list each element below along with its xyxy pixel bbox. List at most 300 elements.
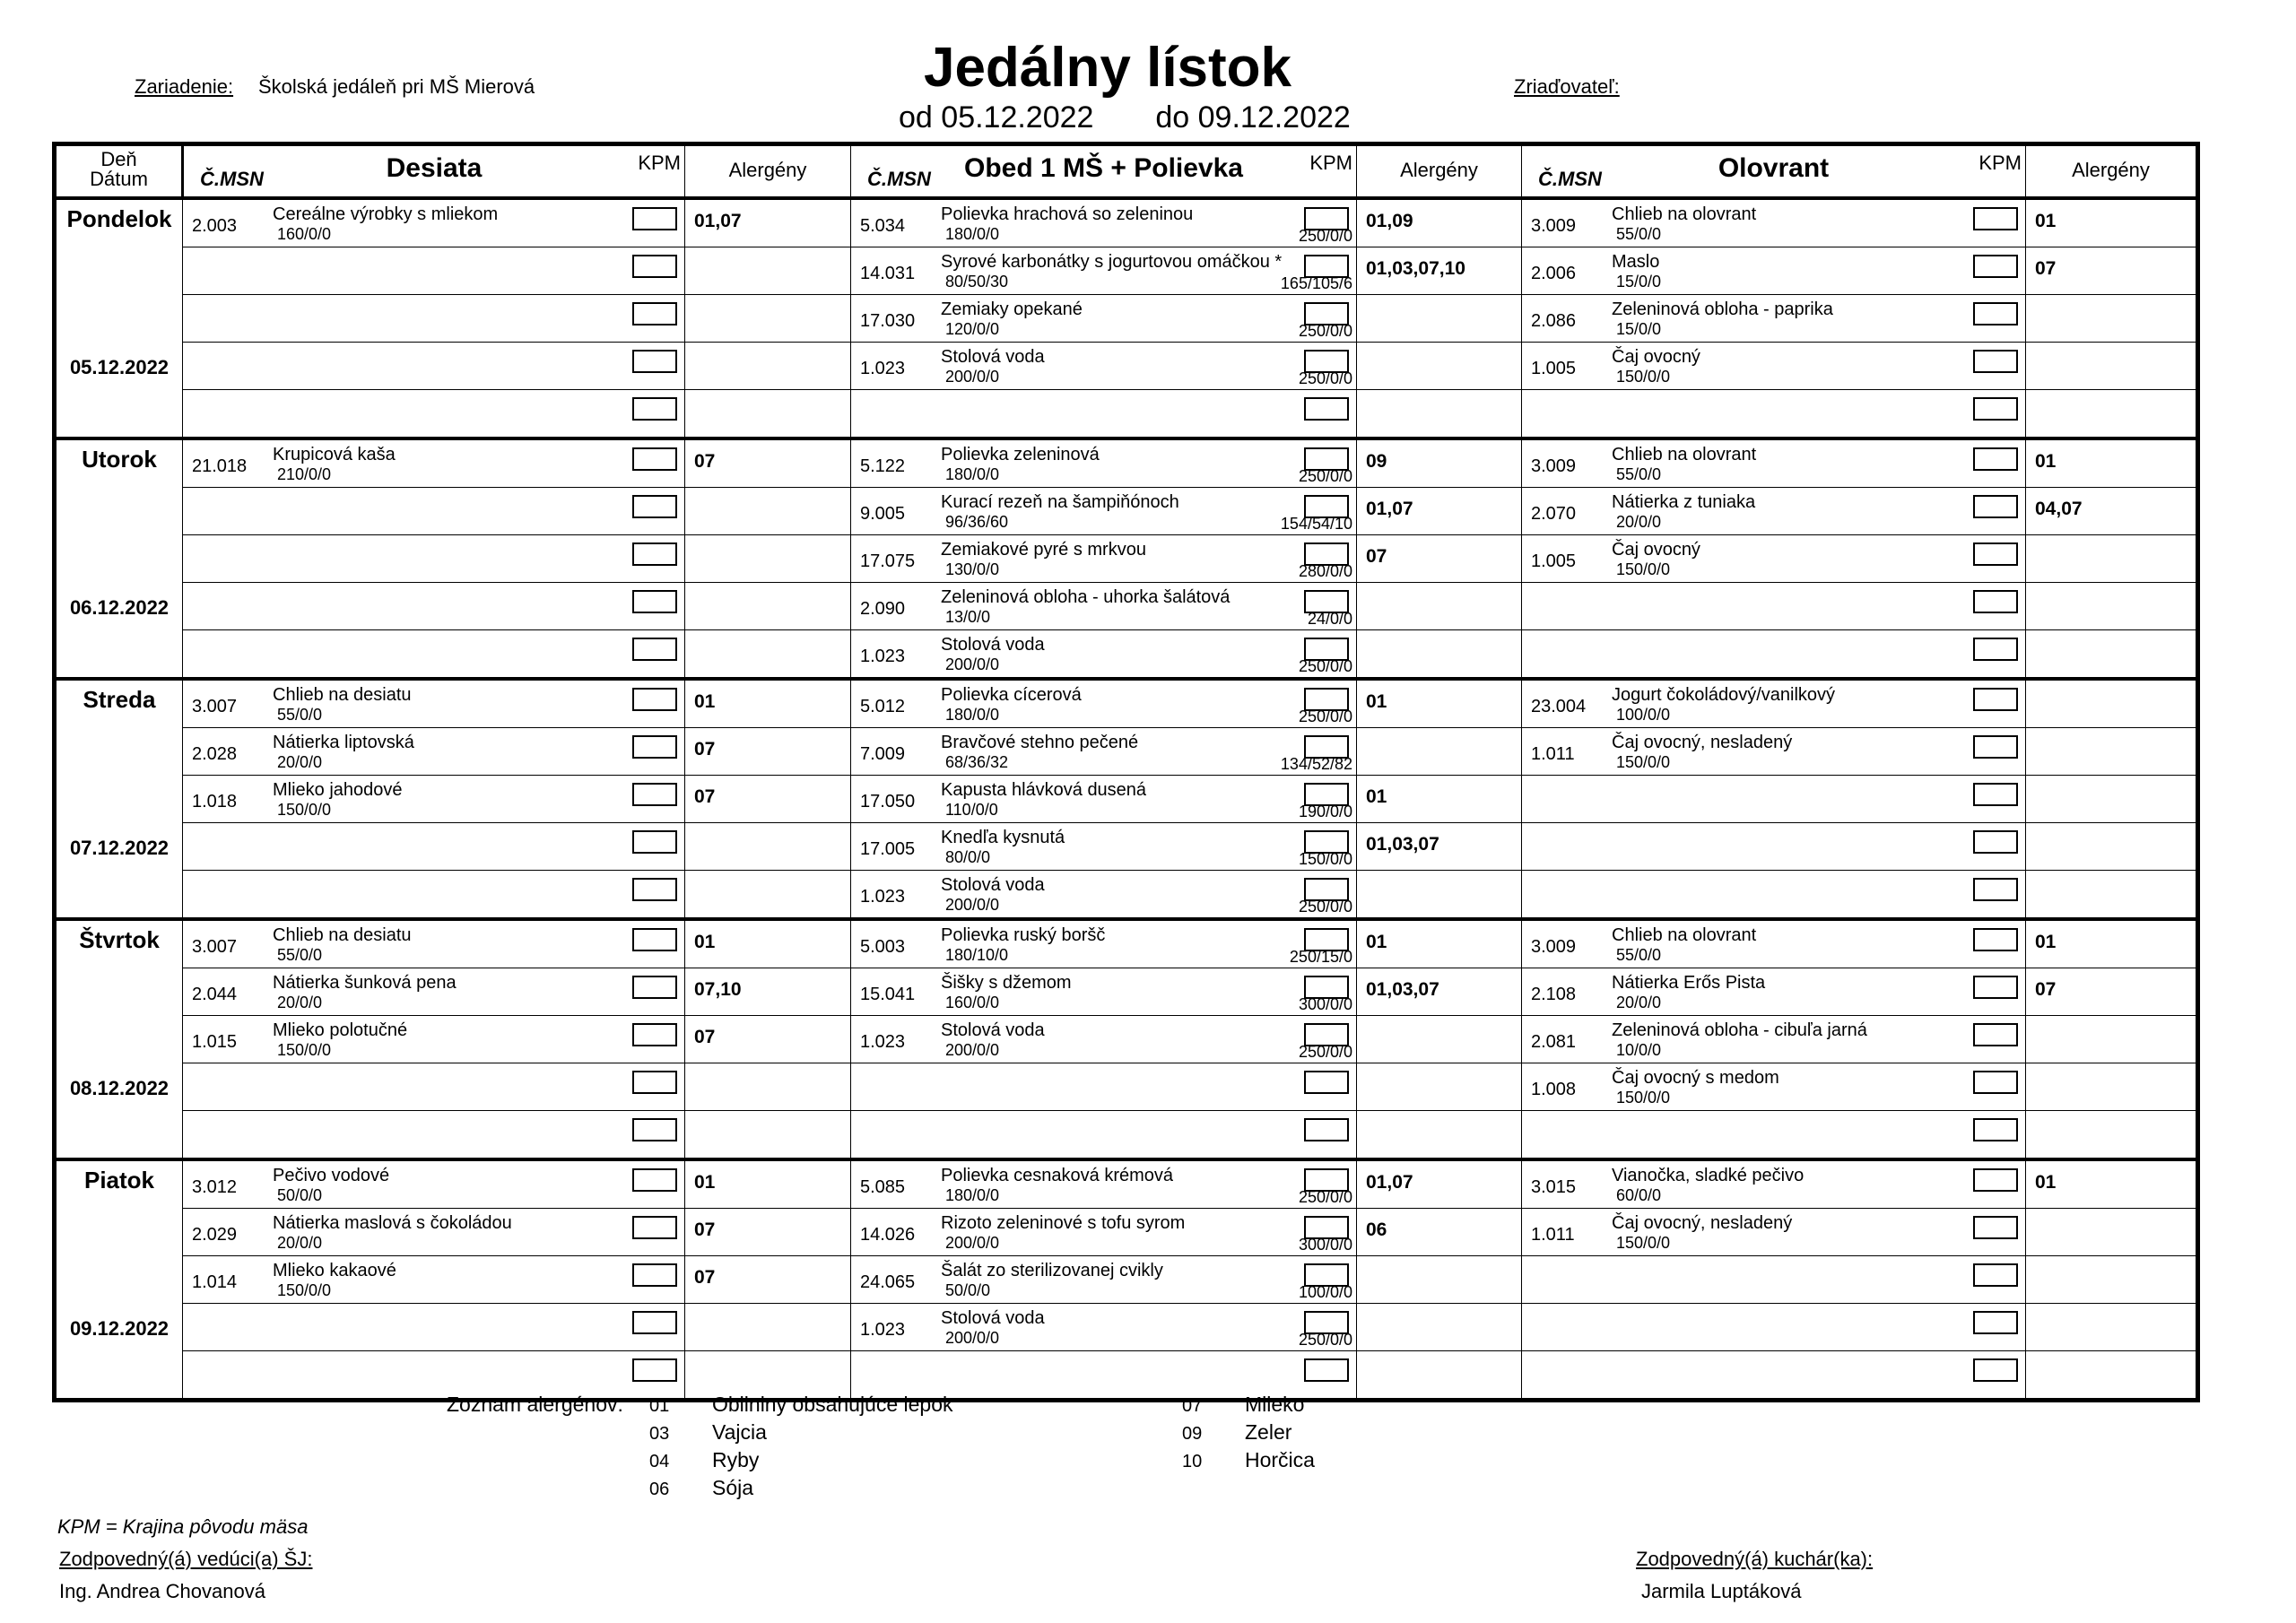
allergen-value-wrap (2026, 1351, 2196, 1398)
allergen-value-wrap (2026, 440, 2196, 487)
allergen-value-wrap (685, 1351, 850, 1398)
allergen-value-wrap (1357, 247, 1521, 294)
meal-item (183, 871, 684, 917)
allergen-value-wrap (2026, 390, 2196, 437)
header-snack1 (183, 144, 685, 199)
meal-item (1522, 390, 2025, 437)
allergen-value-wrap (2026, 1161, 2196, 1208)
meal-code: 17.030 (860, 311, 916, 331)
table-row (55, 1351, 2198, 1401)
day-name: Piatok (83, 1167, 155, 1193)
meal-cell (183, 535, 685, 583)
kpm-note: KPM = Krajina pôvodu mäsa (57, 1515, 309, 1538)
meal-code: 3.007 (192, 697, 238, 716)
meal-cell (183, 1159, 685, 1209)
allergen-value-wrap (2026, 1256, 2196, 1303)
header-kpm: KPM (1979, 152, 2022, 174)
meal-name: Zeleninová obloha - cibuľa jarná (1612, 1020, 1867, 1040)
allergen-codes: 01 (1366, 786, 1387, 807)
allergen-cell (2026, 247, 2198, 295)
meal-code: 2.006 (1531, 264, 1577, 283)
meal-code: 5.034 (860, 216, 906, 236)
allergen-codes: 07 (1366, 546, 1387, 567)
allergen-cell (685, 968, 851, 1016)
kpm-checkbox (1304, 255, 1349, 278)
allergen-cell (2026, 438, 2198, 488)
meal-cell (851, 968, 1357, 1016)
allergen-value-wrap (1357, 968, 1521, 1015)
allergen-cell (685, 1304, 851, 1351)
allergen-codes: 01,07 (1366, 1172, 1413, 1193)
meal-cell (1522, 1304, 2026, 1351)
meal-portion: 180/10/0 (945, 946, 1009, 964)
meal-cell (851, 1016, 1357, 1063)
meal-portion: 150/0/0 (1616, 368, 1671, 386)
day-cell (55, 919, 183, 1159)
allergen-legend-item (649, 1420, 953, 1448)
allergen-cell (1357, 583, 1522, 630)
meal-item (851, 200, 1356, 247)
meal-cell (183, 968, 685, 1016)
meal-item (851, 728, 1356, 775)
kpm-checkbox (1973, 1358, 2018, 1382)
allergen-cell (1357, 1016, 1522, 1063)
meal-cell (1522, 390, 2026, 439)
allergen-value-wrap (685, 247, 850, 294)
meal-cell (1522, 198, 2026, 247)
meal-code: 1.023 (860, 1032, 906, 1052)
meal-portion: 200/0/0 (945, 368, 1000, 386)
meal-name: Čaj ovocný, nesladený (1612, 1213, 1793, 1233)
allergen-value-wrap (2026, 200, 2196, 247)
allergen-value-wrap (2026, 1209, 2196, 1255)
meal-cell (1522, 776, 2026, 823)
allergen-codes: 01 (2035, 211, 2057, 231)
kpm-checkbox (632, 928, 677, 951)
allergen-value-wrap (685, 1304, 850, 1350)
meal-portion: 20/0/0 (1616, 513, 1662, 531)
kpm-checkbox (1973, 928, 2018, 951)
meal-item (183, 343, 684, 389)
allergen-value-wrap (685, 1111, 850, 1158)
meal-cell (183, 390, 685, 439)
meal-cell (851, 679, 1357, 728)
meal-portion: 150/0/0 (1616, 753, 1671, 771)
meal-portion: 180/0/0 (945, 225, 1000, 243)
meal-cell (851, 871, 1357, 920)
meal-portion: 15/0/0 (1616, 273, 1662, 291)
meal-portion: 200/0/0 (945, 1041, 1000, 1059)
day-date: 06.12.2022 (69, 596, 170, 619)
allergen-legend-name: Obilniny obsahujúce lepok (712, 1393, 953, 1416)
allergen-cell (2026, 823, 2198, 871)
meal-cell (183, 438, 685, 488)
cook-label: Zodpovedný(á) kuchár(ka): (1636, 1548, 1874, 1570)
meal-kpm-weight: 300/0/0 (1298, 995, 1352, 1013)
kpm-checkbox (632, 688, 677, 711)
meal-name: Bravčové stehno pečené (941, 733, 1139, 752)
allergen-value-wrap (2026, 535, 2196, 582)
meal-item (851, 921, 1356, 968)
meal-cell (851, 390, 1357, 439)
meal-item (851, 295, 1356, 342)
meal-code: 17.075 (860, 551, 916, 571)
kpm-checkbox (1973, 1118, 2018, 1141)
allergen-value-wrap (685, 968, 850, 1015)
meal-cell (851, 919, 1357, 968)
allergen-codes: 01,07 (1366, 499, 1413, 519)
kpm-checkbox (1304, 830, 1349, 854)
meal-portion: 200/0/0 (945, 1329, 1000, 1347)
meal-item (851, 630, 1356, 677)
allergen-value-wrap (685, 630, 850, 677)
meal-item (1522, 968, 2025, 1015)
meal-portion: 20/0/0 (277, 994, 323, 1011)
allergen-legend-name: Ryby (712, 1448, 760, 1471)
meal-item (851, 440, 1356, 487)
meal-name: Krupicová kaša (273, 445, 396, 464)
allergen-value-wrap (1357, 488, 1521, 534)
header-date-label: Dátum (90, 168, 148, 190)
table-row (55, 1016, 2198, 1063)
meal-portion: 210/0/0 (277, 465, 332, 483)
allergen-value-wrap (1357, 1209, 1521, 1255)
kpm-checkbox (1304, 302, 1349, 325)
kpm-checkbox (1973, 735, 2018, 759)
header-allergens-label: Alergény (2072, 159, 2150, 181)
header-snack2 (1522, 144, 2026, 199)
meal-code: 1.014 (192, 1272, 238, 1292)
allergen-cell (685, 1256, 851, 1304)
meal-kpm-weight: 250/0/0 (1298, 1188, 1352, 1206)
day-date: 09.12.2022 (69, 1317, 170, 1340)
menu-table (52, 142, 2200, 1402)
meal-item (851, 968, 1356, 1015)
kpm-checkbox (1304, 495, 1349, 518)
header-snack2-title: Olovrant (1718, 153, 1830, 183)
meal-cell (1522, 728, 2026, 776)
meal-item (183, 247, 684, 294)
meal-portion: 150/0/0 (277, 1281, 332, 1299)
meal-kpm-weight: 300/0/0 (1298, 1236, 1352, 1254)
meal-kpm-weight: 150/0/0 (1298, 850, 1352, 868)
allergen-value-wrap (1357, 1111, 1521, 1158)
day-name: Streda (83, 686, 156, 713)
allergen-cell (2026, 1256, 2198, 1304)
meal-code: 21.018 (192, 456, 248, 476)
meal-portion: 80/0/0 (945, 848, 991, 866)
meal-item (851, 1304, 1356, 1350)
meal-item (183, 1351, 684, 1398)
allergen-cell (2026, 343, 2198, 390)
allergen-cell (685, 1111, 851, 1160)
meal-portion: 200/0/0 (945, 655, 1000, 673)
meal-name: Zemiaky opekané (941, 299, 1083, 319)
meal-cell (851, 776, 1357, 823)
allergen-legend-item (1182, 1393, 1315, 1420)
allergen-cell (2026, 1016, 2198, 1063)
kpm-checkbox (1973, 976, 2018, 999)
allergen-cell (685, 776, 851, 823)
meal-item (183, 823, 684, 870)
kpm-checkbox (632, 1118, 677, 1141)
allergen-value-wrap (685, 1063, 850, 1110)
allergen-cell (685, 535, 851, 583)
meal-code: 3.009 (1531, 937, 1577, 957)
meal-code: 2.070 (1531, 504, 1577, 524)
allergen-cell (2026, 1063, 2198, 1111)
meal-item (1522, 440, 2025, 487)
allergen-legend-name: Mlieko (1245, 1393, 1305, 1416)
facility-name: Školská jedáleň pri MŠ Mierová (258, 75, 535, 98)
meal-name: Stolová voda (941, 875, 1045, 895)
meal-name: Šišky s džemom (941, 973, 1072, 993)
meal-portion: 180/0/0 (945, 465, 1000, 483)
allergen-cell (1357, 1111, 1522, 1160)
allergen-value-wrap (685, 1161, 850, 1208)
allergen-value-wrap (685, 776, 850, 822)
allergen-cell (2026, 390, 2198, 439)
allergen-codes: 01 (2035, 932, 2057, 952)
meal-item (183, 681, 684, 727)
meal-portion: 55/0/0 (277, 946, 323, 964)
kpm-checkbox (1973, 1168, 2018, 1192)
meal-portion: 20/0/0 (277, 1234, 323, 1252)
kpm-checkbox (632, 830, 677, 854)
meal-code: 1.023 (860, 887, 906, 907)
header-day-label: Deň (100, 148, 137, 170)
allergen-cell (2026, 1111, 2198, 1160)
meal-cell (851, 535, 1357, 583)
kpm-checkbox (632, 783, 677, 806)
meal-code: 1.015 (192, 1032, 238, 1052)
meal-kpm-weight: 250/0/0 (1298, 1331, 1352, 1349)
allergen-cell (685, 1016, 851, 1063)
meal-cell (1522, 488, 2026, 535)
header-msn: Č.MSN (867, 168, 931, 190)
meal-cell (1522, 343, 2026, 390)
table-row (55, 968, 2198, 1016)
table-row (55, 198, 2198, 247)
day-name: Pondelok (66, 205, 172, 232)
meal-name: Čaj ovocný (1612, 540, 1700, 560)
meal-name: Nátierka Erős Pista (1612, 973, 1766, 993)
meal-cell (1522, 1209, 2026, 1256)
manager-label: Zodpovedný(á) vedúci(a) ŠJ: (59, 1548, 313, 1570)
meal-portion: 55/0/0 (1616, 946, 1662, 964)
kpm-checkbox (1304, 1071, 1349, 1094)
meal-portion: 160/0/0 (945, 994, 1000, 1011)
header-snack1-title: Desiata (386, 153, 483, 183)
meal-name: Stolová voda (941, 635, 1045, 655)
allergen-value-wrap (685, 681, 850, 727)
meal-portion: 150/0/0 (277, 1041, 332, 1059)
meal-item (1522, 1256, 2025, 1303)
kpm-checkbox (632, 397, 677, 421)
kpm-checkbox (632, 1168, 677, 1192)
meal-item (1522, 247, 2025, 294)
allergen-value-wrap (685, 200, 850, 247)
meal-portion: 200/0/0 (945, 896, 1000, 914)
meal-item (183, 390, 684, 437)
meal-item (183, 728, 684, 775)
kpm-checkbox (1304, 976, 1349, 999)
header-kpm: KPM (1309, 152, 1352, 174)
meal-code: 1.005 (1531, 359, 1577, 378)
meal-portion: 60/0/0 (1616, 1186, 1662, 1204)
allergen-value-wrap (1357, 200, 1521, 247)
meal-portion: 13/0/0 (945, 608, 991, 626)
table-row (55, 1304, 2198, 1351)
meal-cell (1522, 823, 2026, 871)
meal-item (1522, 921, 2025, 968)
table-row (55, 488, 2198, 535)
kpm-checkbox (1304, 397, 1349, 421)
meal-name: Chlieb na olovrant (1612, 445, 1757, 464)
meal-name: Polievka ruský boršč (941, 925, 1106, 945)
meal-cell (1522, 1159, 2026, 1209)
meal-portion: 200/0/0 (945, 1234, 1000, 1252)
meal-kpm-weight: 250/0/0 (1298, 227, 1352, 245)
allergen-codes: 07 (694, 1267, 716, 1288)
meal-name: Chlieb na desiatu (273, 925, 412, 945)
allergen-value-wrap (2026, 776, 2196, 822)
meal-item (1522, 681, 2025, 727)
meal-cell (1522, 1063, 2026, 1111)
meal-code: 23.004 (1531, 697, 1587, 716)
kpm-checkbox (632, 1358, 677, 1382)
table-row (55, 630, 2198, 680)
kpm-checkbox (1973, 1071, 2018, 1094)
allergen-value-wrap (685, 871, 850, 917)
kpm-checkbox (1304, 447, 1349, 471)
allergen-codes: 07 (694, 786, 716, 807)
meal-name: Nátierka z tuniaka (1612, 492, 1756, 512)
meal-kpm-weight: 134/52/82 (1280, 755, 1352, 773)
meal-item (1522, 295, 2025, 342)
meal-item (851, 1016, 1356, 1063)
meal-cell (1522, 1256, 2026, 1304)
kpm-checkbox (632, 1263, 677, 1287)
meal-portion: 160/0/0 (277, 225, 332, 243)
allergen-cell (1357, 295, 1522, 343)
meal-item (851, 1111, 1356, 1158)
meal-code: 2.003 (192, 216, 238, 236)
meal-kpm-weight: 100/0/0 (1298, 1283, 1352, 1301)
meal-name: Nátierka šunková pena (273, 973, 457, 993)
allergen-value-wrap (2026, 1111, 2196, 1158)
meal-name: Knedľa kysnutá (941, 828, 1065, 847)
meal-cell (1522, 438, 2026, 488)
kpm-checkbox (632, 1071, 677, 1094)
allergen-value-wrap (685, 728, 850, 775)
meal-item (183, 488, 684, 534)
meal-name: Kurací rezeň na šampiňónoch (941, 492, 1179, 512)
meal-item (851, 1256, 1356, 1303)
meal-cell (1522, 679, 2026, 728)
meal-item (1522, 823, 2025, 870)
allergen-cell (2026, 1304, 2198, 1351)
meal-item (1522, 343, 2025, 389)
kpm-checkbox (632, 1023, 677, 1046)
meal-item (183, 440, 684, 487)
meal-code: 17.005 (860, 839, 916, 859)
allergen-value-wrap (1357, 823, 1521, 870)
table-row (55, 247, 2198, 295)
allergen-value-wrap (685, 343, 850, 389)
meal-item (851, 1351, 1356, 1398)
day-name: Utorok (82, 446, 157, 473)
kpm-checkbox (632, 542, 677, 566)
meal-code: 14.031 (860, 264, 916, 283)
meal-name: Čaj ovocný, nesladený (1612, 733, 1793, 752)
allergen-value-wrap (2026, 1304, 2196, 1350)
allergen-value-wrap (2026, 728, 2196, 775)
allergen-legend-code: 07 (1182, 1396, 1203, 1416)
allergen-cell (2026, 1159, 2198, 1209)
meal-name: Nátierka liptovská (273, 733, 414, 752)
meal-name: Jogurt čokoládový/vanilkový (1612, 685, 1836, 705)
meal-code: 2.090 (860, 599, 906, 619)
kpm-checkbox (1973, 397, 2018, 421)
meal-item (1522, 1351, 2025, 1398)
meal-portion: 180/0/0 (945, 1186, 1000, 1204)
meal-code: 5.122 (860, 456, 906, 476)
meal-cell (183, 198, 685, 247)
meal-code: 2.028 (192, 744, 238, 764)
allergen-cell (2026, 295, 2198, 343)
meal-code: 3.009 (1531, 216, 1577, 236)
allergen-cell (1357, 968, 1522, 1016)
header-allergens-label: Alergény (1400, 159, 1478, 181)
meal-cell (1522, 295, 2026, 343)
day-date: 08.12.2022 (69, 1077, 170, 1099)
table-row (55, 776, 2198, 823)
allergen-codes: 01 (2035, 451, 2057, 472)
meal-item (183, 921, 684, 968)
date-range (899, 100, 1351, 135)
allergen-value-wrap (685, 535, 850, 582)
allergen-cell (2026, 488, 2198, 535)
meal-cell (1522, 968, 2026, 1016)
table-row (55, 390, 2198, 439)
meal-cell (183, 295, 685, 343)
allergen-codes: 07 (694, 1027, 716, 1047)
kpm-checkbox (1973, 207, 2018, 230)
kpm-checkbox (1304, 1118, 1349, 1141)
meal-item (851, 488, 1356, 534)
kpm-checkbox (1304, 1263, 1349, 1287)
meal-name: Zeleninová obloha - uhorka šalátová (941, 587, 1231, 607)
meal-item (183, 1209, 684, 1255)
meal-kpm-weight: 250/0/0 (1298, 707, 1352, 725)
allergen-cell (2026, 776, 2198, 823)
allergen-codes: 01,03,07 (1366, 834, 1439, 855)
allergen-value-wrap (2026, 921, 2196, 968)
meal-name: Polievka cícerová (941, 685, 1082, 705)
allergen-value-wrap (685, 921, 850, 968)
allergen-value-wrap (1357, 295, 1521, 342)
from-date: 05.12.2022 (941, 100, 1094, 135)
meal-portion: 100/0/0 (1616, 706, 1671, 724)
allergen-legend-item (649, 1393, 953, 1420)
meal-cell (851, 823, 1357, 871)
meal-cell (851, 1063, 1357, 1111)
kpm-checkbox (1304, 350, 1349, 373)
allergen-value-wrap (685, 295, 850, 342)
allergen-value-wrap (685, 390, 850, 437)
meal-item (183, 776, 684, 822)
